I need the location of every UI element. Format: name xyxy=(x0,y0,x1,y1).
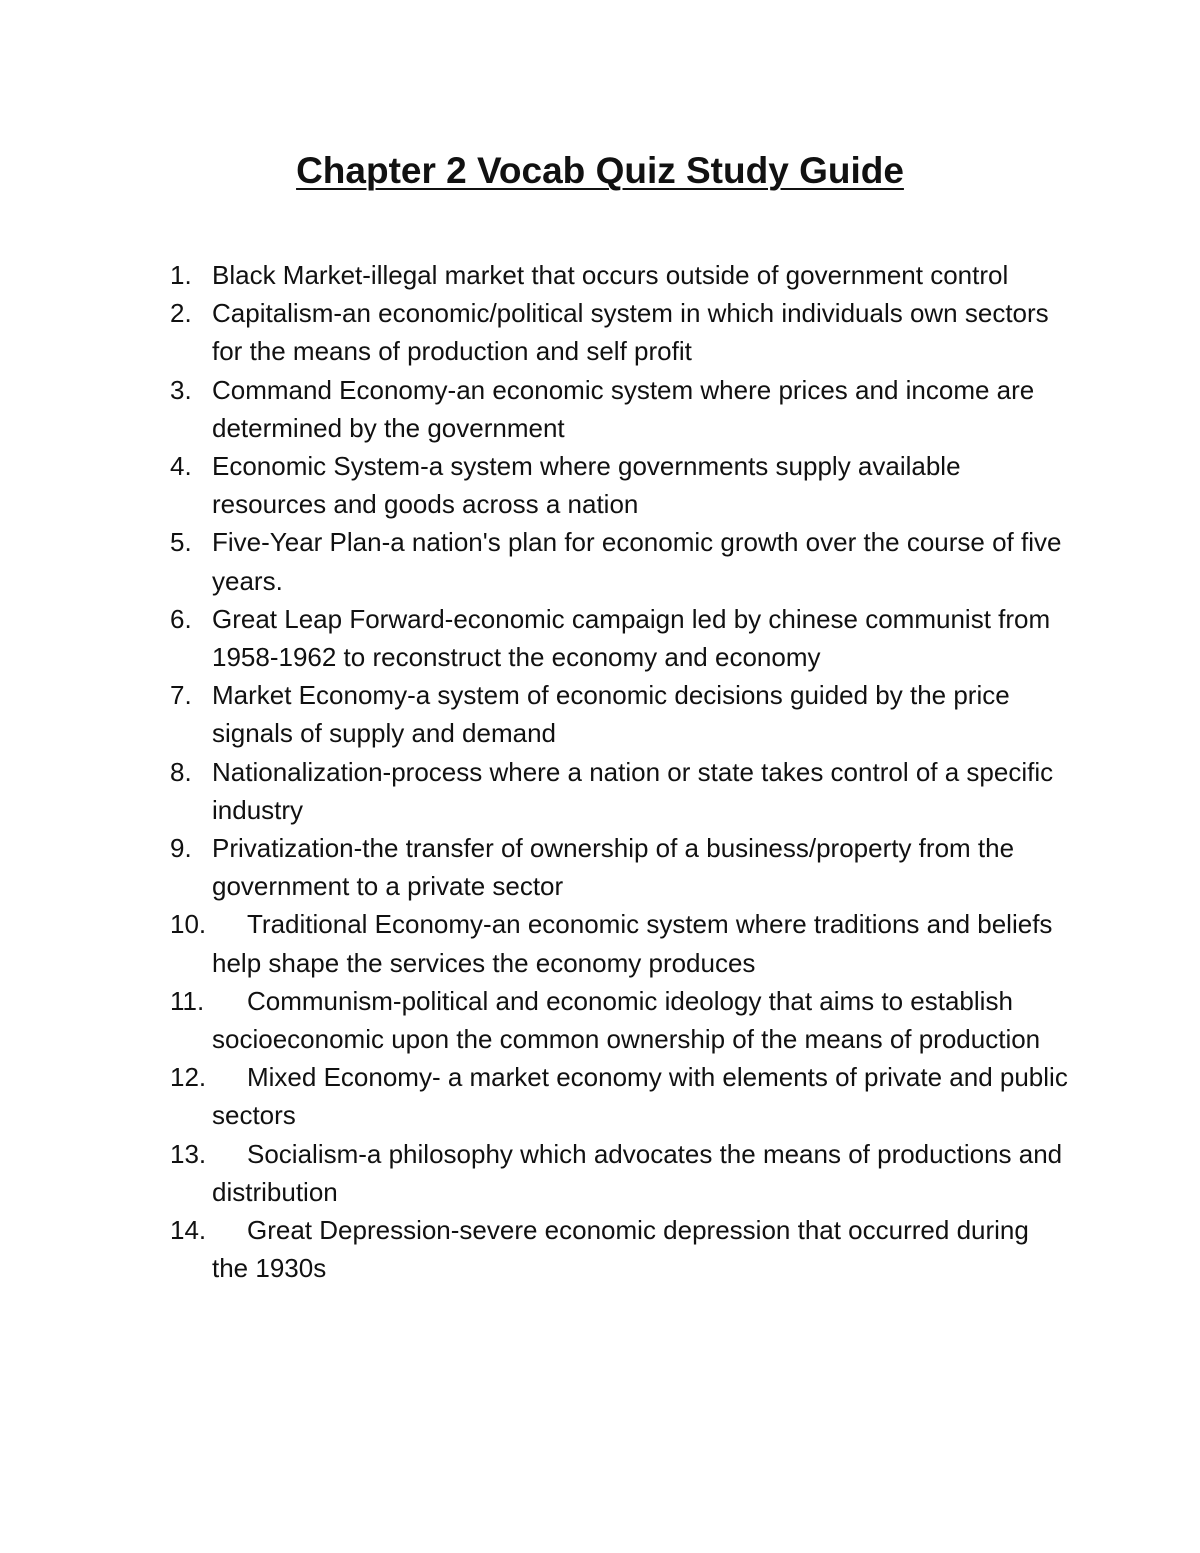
list-item xyxy=(170,523,1070,599)
list-item xyxy=(170,1135,1070,1211)
item-number: 5. xyxy=(170,527,192,558)
list-item xyxy=(170,371,1070,447)
item-text: Communism-political and economic ideology that aims to establish socioeconomic upon the common ownership of the means of production xyxy=(212,985,1041,1055)
list-item xyxy=(170,905,1070,981)
item-text: Great Depression-severe economic depression that occurred during the 1930s xyxy=(212,1215,1029,1284)
page-title: Chapter 2 Vocab Quiz Study Guide xyxy=(296,150,904,191)
item-text: Socialism-a philosophy which advocates the means of productions and distribution xyxy=(212,1138,1063,1207)
item-number: 1. xyxy=(170,260,192,290)
item-number: 2. xyxy=(170,298,192,329)
item-text: Black Market-illegal market that occurs outside of government control xyxy=(212,260,1009,290)
item-text: Traditional Economy-an economic system where traditions and beliefs help shape the services the economy produces xyxy=(212,909,1053,978)
item-number: 11. xyxy=(170,985,205,1016)
vocab-list xyxy=(170,256,1070,1287)
item-number: 9. xyxy=(170,833,192,864)
item-number: 14. xyxy=(170,1215,207,1246)
item-text: Capitalism-an economic/political system in which individuals own sectors for the means of production and self profit xyxy=(212,298,1049,367)
list-item xyxy=(170,982,1070,1058)
list-item xyxy=(170,600,1070,676)
list-item xyxy=(170,447,1070,523)
item-text: Mixed Economy- a market economy with elements of private and public sectors xyxy=(212,1062,1068,1131)
item-number: 7. xyxy=(170,680,192,711)
item-number: 8. xyxy=(170,756,192,787)
item-text: Command Economy-an economic system where prices and income are determined by the government xyxy=(212,374,1035,443)
item-number: 12. xyxy=(170,1062,207,1093)
list-item xyxy=(170,294,1070,370)
item-text: Great Leap Forward-economic campaign led by chinese communist from 1958-1962 to reconstruct the economy and economy xyxy=(212,603,1051,673)
item-number: 10. xyxy=(170,909,207,940)
item-text: Nationalization-process where a nation or state takes control of a specific industry xyxy=(212,756,1054,825)
list-item xyxy=(170,829,1070,905)
list-item xyxy=(170,676,1070,752)
item-text: Five-Year Plan-a nation's plan for economic growth over the course of five years. xyxy=(212,527,1062,596)
list-item xyxy=(170,753,1070,829)
item-number: 4. xyxy=(170,451,192,482)
list-item xyxy=(170,1211,1070,1287)
item-text: Market Economy-a system of economic decisions guided by the price signals of supply and demand xyxy=(212,680,1010,749)
item-text: Economic System-a system where governments supply available resources and goods across a nation xyxy=(212,451,961,520)
item-text: Privatization-the transfer of ownership of a business/property from the government to a private sector xyxy=(212,833,1015,902)
item-number: 6. xyxy=(170,603,192,634)
item-number: 13. xyxy=(170,1138,207,1169)
item-number: 3. xyxy=(170,374,192,405)
list-item xyxy=(170,1058,1070,1134)
list-item xyxy=(170,256,1070,294)
